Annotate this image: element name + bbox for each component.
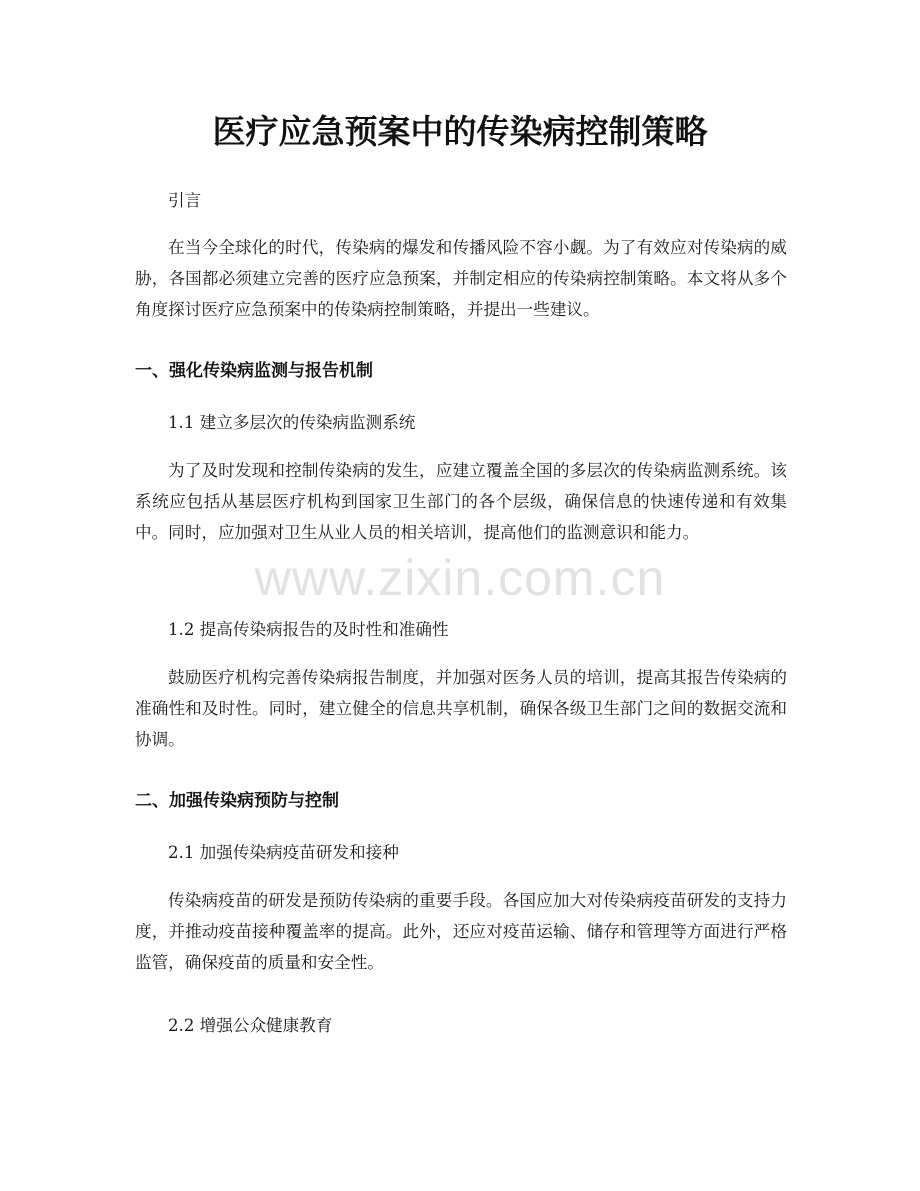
subsection-paragraph-1-2: 鼓励医疗机构完善传染病报告制度，并加强对医务人员的培训，提高其报告传染病的准确性和及时性。同时，建立健全的信息共享机制，确保各级卫生部门之间的数据交流和协调。 — [135, 668, 787, 749]
intro-label: 引言 — [168, 191, 202, 210]
watermark: www.zixin.com.cn — [254, 550, 666, 606]
document-title: 医疗应急预案中的传染病控制策略 — [212, 112, 708, 151]
subsection-paragraph-1-1: 为了及时发现和控制传染病的发生，应建立覆盖全国的多层次的传染病监测系统。该系统应包括从基层医疗机构到国家卫生部门的各个层级，确保信息的快速传递和有效集中。同时，应加强对卫生从业人员的相关培训，提高他们的监测意识和能力。 — [135, 461, 787, 542]
subsection-title-2-1: 2.1 加强传染病疫苗研发和接种 — [168, 843, 399, 862]
intro-paragraph: 在当今全球化的时代，传染病的爆发和传播风险不容小觑。为了有效应对传染病的威胁，各国都必须建立完善的医疗应急预案，并制定相应的传染病控制策略。本文将从多个角度探讨医疗应急预案中的传染病控制策略，并提出一些建议。 — [135, 238, 787, 319]
section-heading-2: 二、加强传染病预防与控制 — [135, 791, 339, 811]
subsection-paragraph-2-1: 传染病疫苗的研发是预防传染病的重要手段。各国应加大对传染病疫苗研发的支持力度，并推动疫苗接种覆盖率的提高。此外，还应对疫苗运输、储存和管理等方面进行严格监管，确保疫苗的质量和安全性。 — [135, 891, 787, 972]
subsection-title-1-2: 1.2 提高传染病报告的及时性和准确性 — [168, 620, 449, 639]
subsection-title-2-2: 2.2 增强公众健康教育 — [168, 1016, 333, 1035]
subsection-title-1-1: 1.1 建立多层次的传染病监测系统 — [168, 413, 416, 432]
section-heading-1: 一、强化传染病监测与报告机制 — [135, 361, 373, 381]
